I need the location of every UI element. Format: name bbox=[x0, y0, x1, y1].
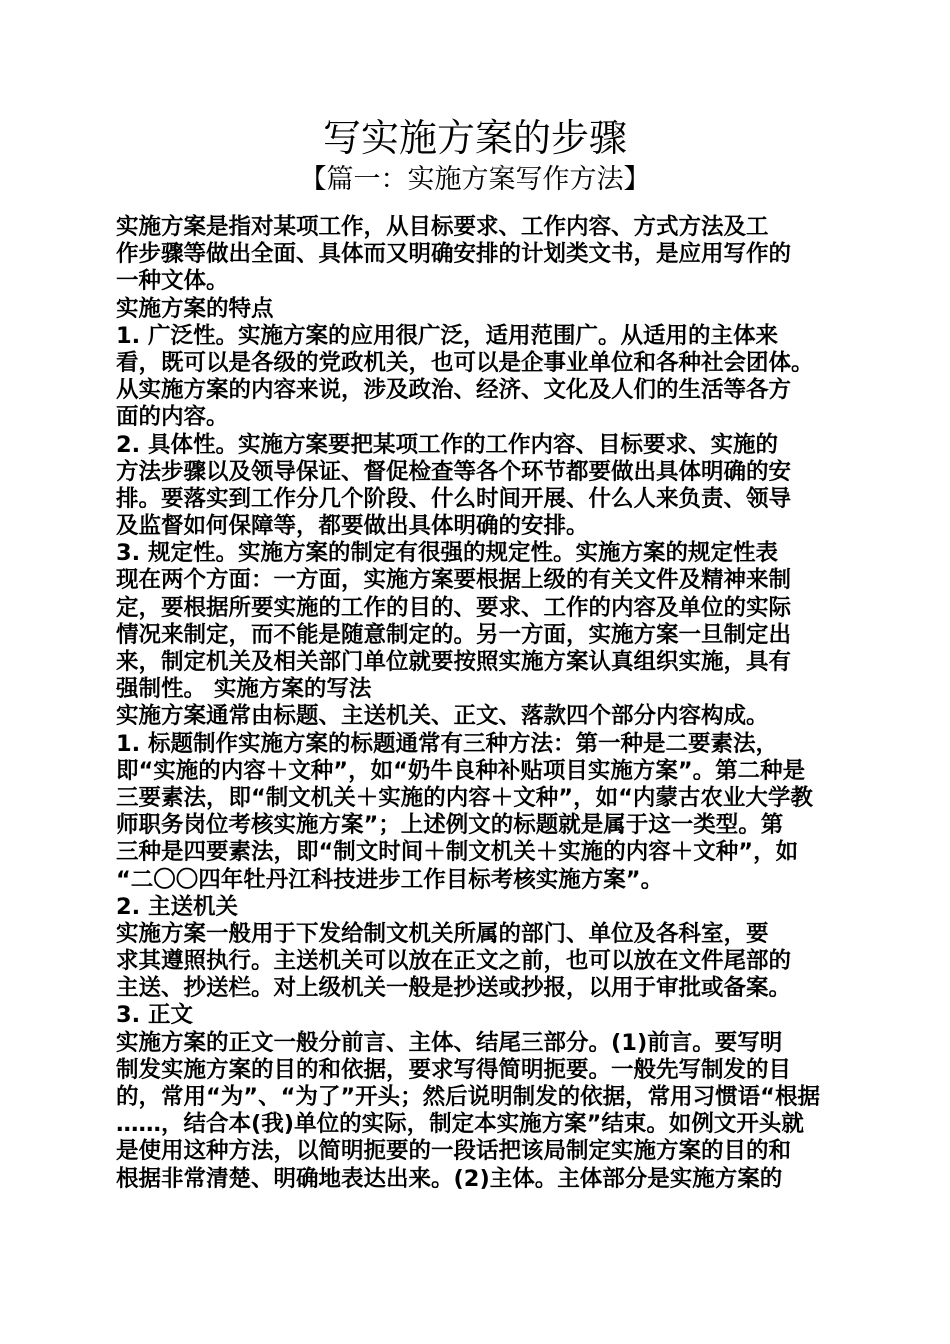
body-text-line: 1. 标题制作实施方案的标题通常有三种方法：第一种是二要素法， bbox=[116, 730, 779, 757]
body-text-line: 作步骤等做出全面、具体而又明确安排的计划类文书，是应用写作的 bbox=[116, 241, 792, 268]
body-text-line: 定，要根据所要实施的工作的目的、要求、工作的内容及单位的实际 bbox=[116, 594, 792, 621]
body-text-line: 面的内容。 bbox=[116, 404, 229, 431]
document-title: 写实施方案的步骤 bbox=[322, 116, 627, 160]
document-subtitle: 【篇一：实施方案写作方法】 bbox=[299, 164, 651, 195]
body-text-line: 实施方案的特点 bbox=[116, 295, 274, 322]
body-text-line: 1. 广泛性。实施方案的应用很广泛，适用范围广。从适用的主体来 bbox=[116, 322, 779, 349]
body-text-line: 制发实施方案的目的和依据，要求写得简明扼要。一般先写制发的目 bbox=[116, 1056, 792, 1083]
body-text-line: 实施方案的正文一般分前言、主体、结尾三部分。(1)前言。要写明 bbox=[116, 1029, 783, 1056]
body-text-line: 即“实施的内容＋文种”，如“奶牛良种补贴项目实施方案”。第二种是 bbox=[116, 757, 806, 784]
body-text-line: 强制性。 实施方案的写法 bbox=[116, 676, 372, 703]
body-text-line: 一种文体。 bbox=[116, 268, 229, 295]
body-text-line: 实施方案是指对某项工作，从目标要求、工作内容、方式方法及工 bbox=[116, 214, 769, 240]
body-text-line: 根据非常清楚、明确地表达出来。(2)主体。主体部分是实施方案的 bbox=[116, 1165, 783, 1192]
body-text-line: 3. 规定性。实施方案的制定有很强的规定性。实施方案的规定性表 bbox=[116, 540, 779, 567]
body-text-line: 实施方案通常由标题、主送机关、正文、落款四个部分内容构成。 bbox=[116, 703, 769, 730]
body-text-line: 求其遵照执行。主送机关可以放在正文之前，也可以放在文件尾部的 bbox=[116, 948, 792, 975]
body-text-line: 从实施方案的内容来说，涉及政治、经济、文化及人们的生活等各方 bbox=[116, 377, 792, 404]
body-text-line: 及监督如何保障等，都要做出具体明确的安排。 bbox=[116, 513, 589, 540]
body-text-line: 看，既可以是各级的党政机关，也可以是企事业单位和各种社会团体。 bbox=[116, 349, 814, 376]
body-text-line: 情况来制定，而不能是随意制定的。另一方面，实施方案一旦制定出 bbox=[116, 621, 792, 648]
body-text-line: 实施方案一般用于下发给制文机关所属的部门、单位及各科室，要 bbox=[116, 920, 769, 947]
document-body bbox=[116, 214, 856, 1193]
body-text-line: “二〇〇四年牡丹江科技进步工作目标考核实施方案”。 bbox=[116, 866, 664, 893]
body-text-line: 的，常用“为”、“为了”开头；然后说明制发的依据，常用习惯语“根据 bbox=[116, 1084, 820, 1110]
body-text-line: 主送、抄送栏。对上级机关一般是抄送或抄报，以用于审批或备案。 bbox=[116, 975, 792, 1002]
body-text-line: 现在两个方面：一方面，实施方案要根据上级的有关文件及精神来制 bbox=[116, 567, 792, 594]
body-text-line: 三种是四要素法，即“制文时间＋制文机关＋实施的内容＋文种”，如 bbox=[116, 839, 799, 866]
body-text-line: 来，制定机关及相关部门单位就要按照实施方案认真组织实施，具有 bbox=[116, 649, 792, 675]
body-text-line: 2. 主送机关 bbox=[116, 893, 239, 920]
body-text-line: 3. 正文 bbox=[116, 1002, 194, 1029]
body-text-line: 2. 具体性。实施方案要把某项工作的工作内容、目标要求、实施的 bbox=[116, 431, 779, 458]
body-text-line: 三要素法，即“制文机关＋实施的内容＋文种”，如“内蒙古农业大学教 bbox=[116, 784, 813, 811]
body-text-line: 方法步骤以及领导保证、督促检查等各个环节都要做出具体明确的安 bbox=[116, 458, 792, 485]
body-text-line: 排。要落实到工作分几个阶段、什么时间开展、什么人来负责、领导 bbox=[116, 485, 792, 512]
body-text-line: 是使用这种方法，以简明扼要的一段话把该局制定实施方案的目的和 bbox=[116, 1138, 792, 1165]
body-text-line: ……，结合本(我)单位的实际，制定本实施方案”结束。如例文开头就 bbox=[116, 1111, 804, 1138]
body-text-line: 师职务岗位考核实施方案”；上述例文的标题就是属于这一类型。第 bbox=[116, 812, 784, 839]
